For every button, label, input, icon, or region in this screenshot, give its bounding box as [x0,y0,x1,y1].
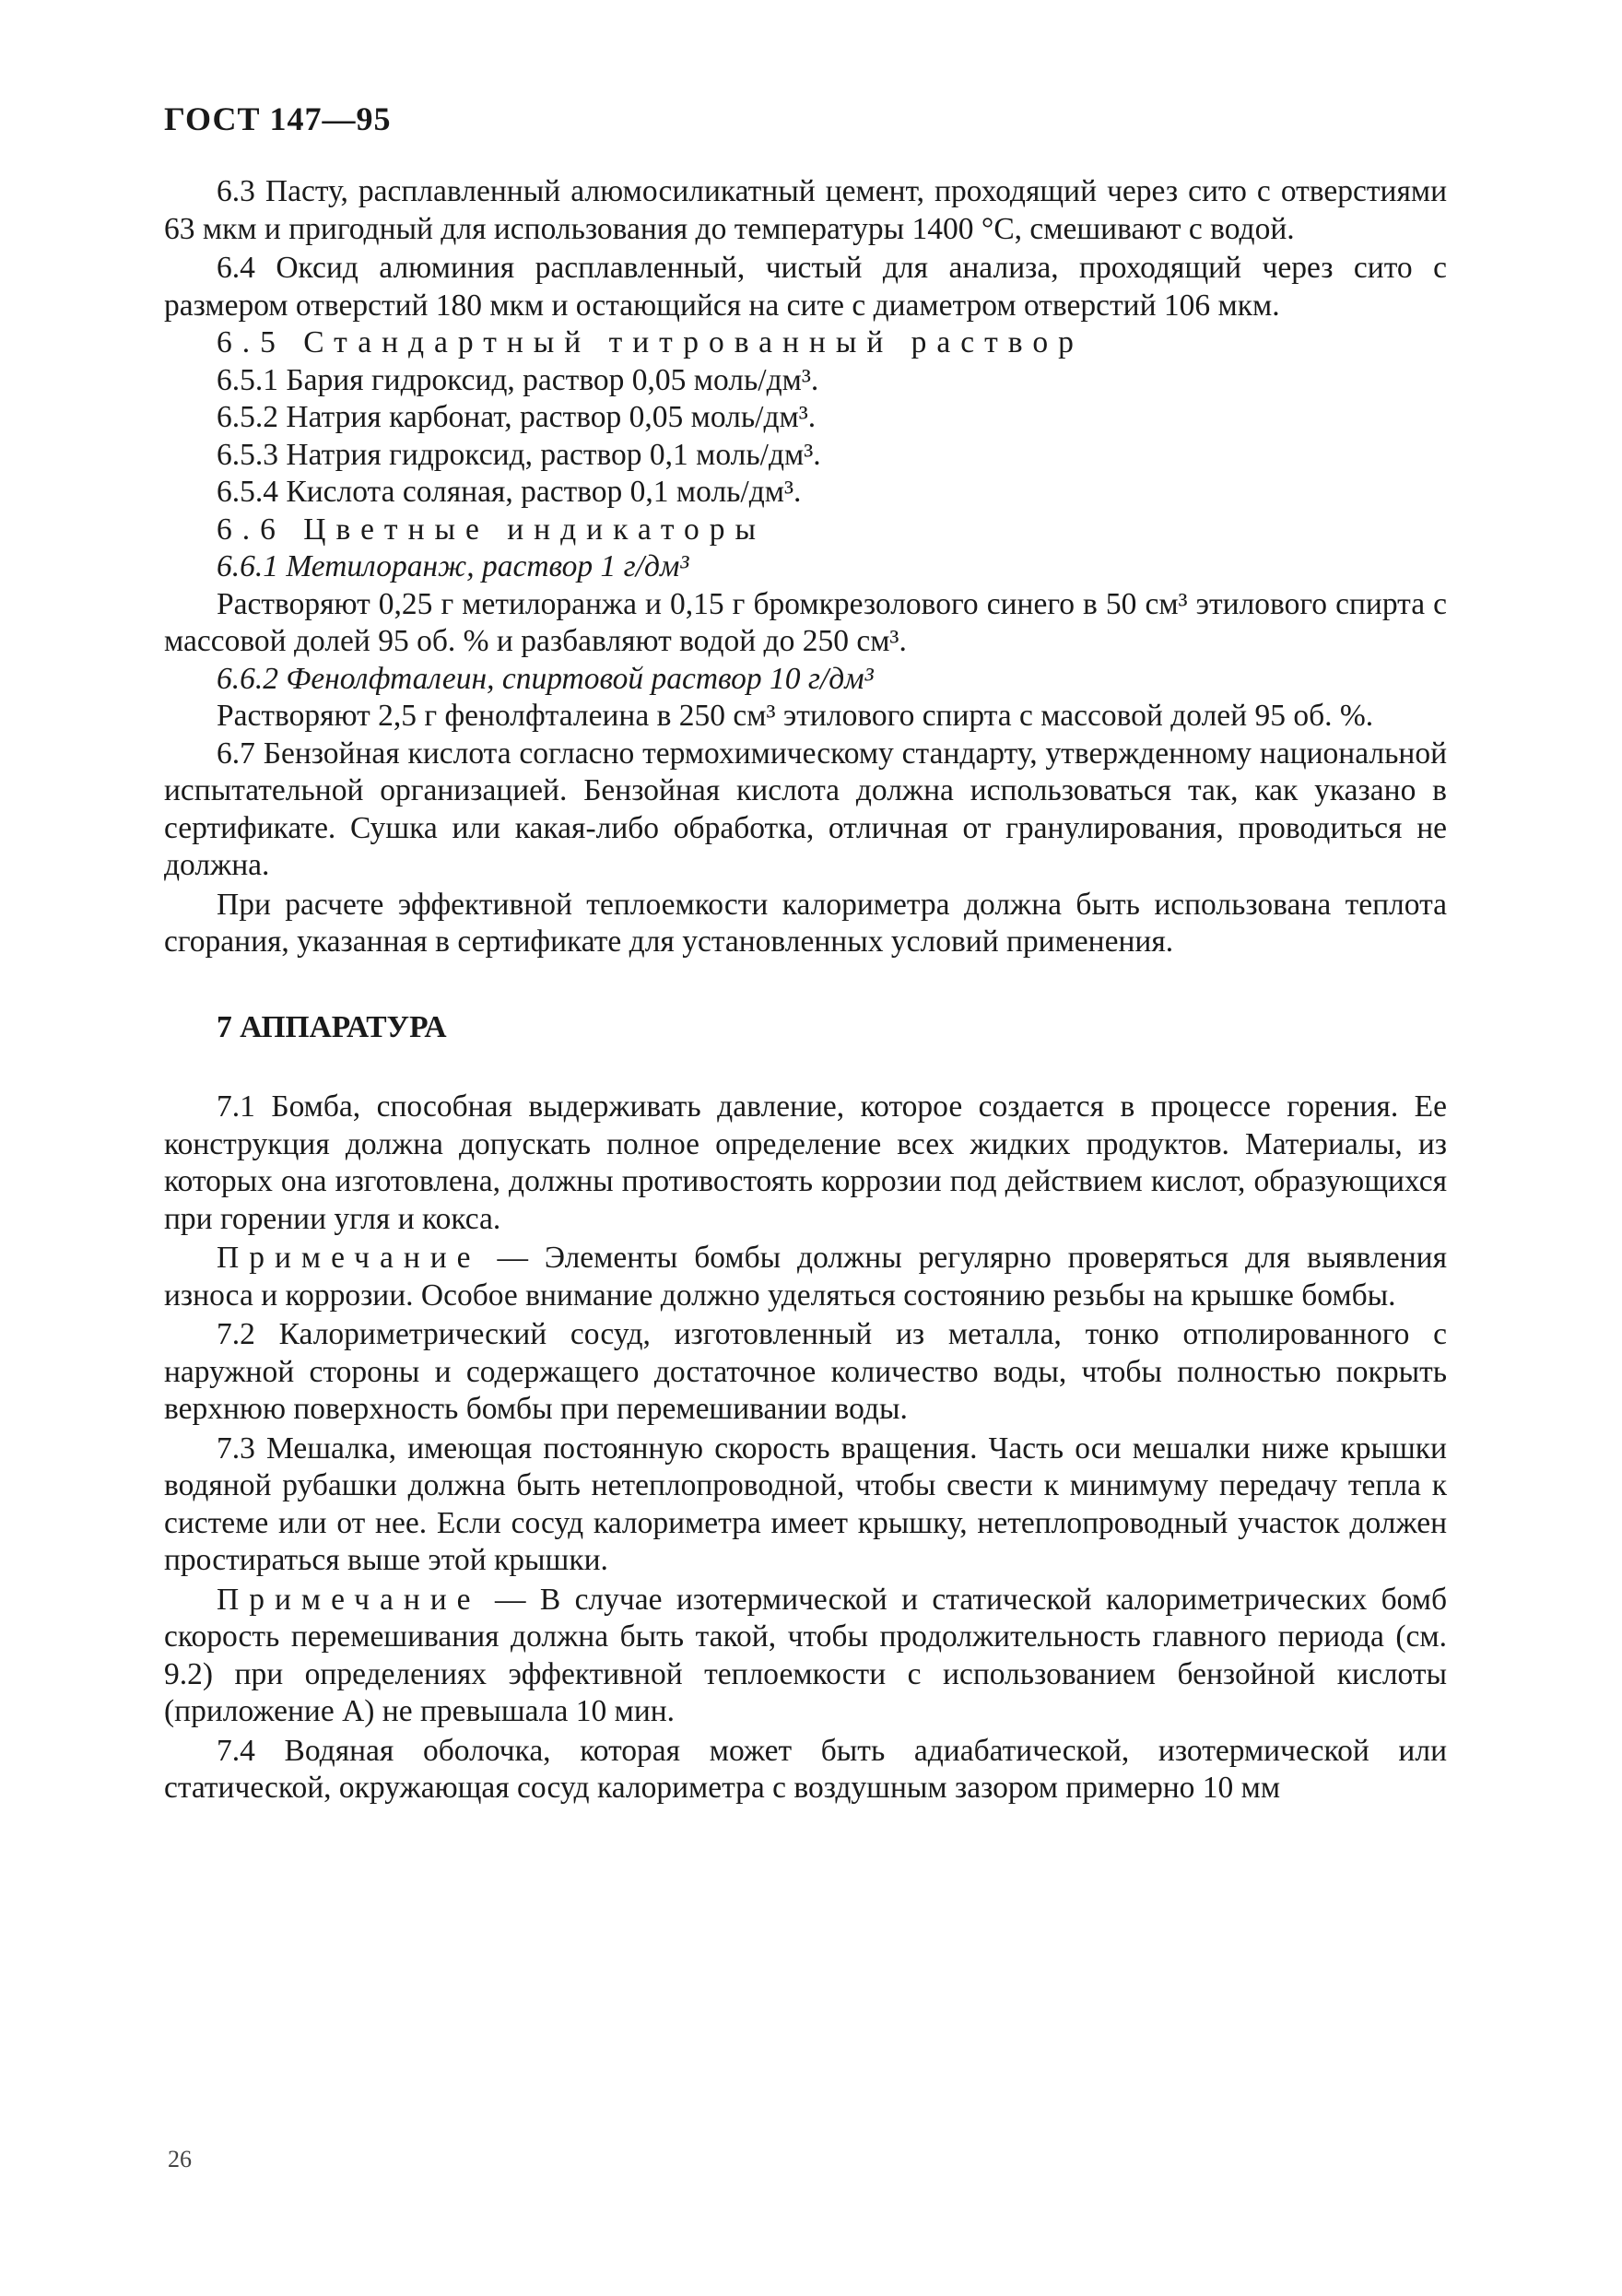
paragraph-7-1: 7.1 Бомба, способная выдерживать давление, которое создается в процессе горения. Ее конструкция должна допускать полное определение всех жидких продуктов. Материалы, из которых она изготовлена, должны противостоять коррозии под действием кислот, образующихся при горении угля и кокса. [164,1089,1447,1236]
paragraph-6-5-4: 6.5.4 Кислота соляная, раствор 0,1 моль/дм³. [217,475,802,509]
note-1 [164,1240,1447,1314]
heading-6-6: 6.6 Цветные индикаторы [217,512,767,547]
paragraph-7-3: 7.3 Мешалка, имеющая постоянную скорость вращения. Часть оси мешалки ниже крышки водяной рубашки должна быть нетеплопроводной, чтобы свести к минимуму передачу тепла к системе или от нее. Если сосуд калориметра имеет крышку, нетеплопроводный участок должен простираться выше этой крышки. [164,1431,1447,1577]
paragraph-6-6-2-text: Растворяют 2,5 г фенолфталеина в 250 см³ этилового спирта с массовой долей 95 об. %. [217,699,1374,733]
note-2 [164,1582,1447,1731]
note-1-text: — Элементы бомбы должны регулярно проверяться для выявления износа и коррозии. Особое внимание должно уделяться состоянию резьбы на крышке бомбы. [164,1241,1447,1313]
heading-6-5: 6.5 Стандартный титрованный раствор [217,325,1084,359]
note-1-label: Примечание [217,1241,481,1275]
page-body [164,173,1447,1807]
paragraph-6-3: 6.3 Пасту, расплавленный алюмосиликатный цемент, проходящий через сито с отверстиями 63 мкм и пригодный для использования до температуры 1400 °С, смешивают с водой. [164,174,1447,246]
paragraph-7-4: 7.4 Водяная оболочка, которая может быть адиабатической, изотермической или статической, окружающая сосуд калориметра с воздушным зазором примерно 10 мм [164,1733,1447,1805]
paragraph-6-7-b: При расчете эффективной теплоемкости калориметра должна быть использована теплота сгорания, указанная в сертификате для установленных условий применения. [164,887,1447,959]
paragraph-6-5-2: 6.5.2 Натрия карбонат, раствор 0,05 моль/дм³. [217,400,817,434]
heading-6-6-1: 6.6.1 Метилоранж, раствор 1 г/дм³ [217,549,689,583]
heading-6-6-2: 6.6.2 Фенолфталеин, спиртовой раствор 10 г/дм³ [217,661,874,696]
paragraph-6-6-1-text: Растворяют 0,25 г метилоранжа и 0,15 г бромкрезолового синего в 50 см³ этилового спирта с массовой долей 95 об. % и разбавляют водой до 250 см³. [164,586,1447,658]
note-2-text: — В случае изотермической и статической калориметрических бомб скорость перемешивания должна быть такой, чтобы продолжительность главного периода (см. 9.2) при определениях эффективной теплоемкости с использованием бензойной кислоты (приложение А) не превышала 10 мин. [164,1582,1447,1728]
paragraph-6-4: 6.4 Оксид алюминия расплавленный, чистый для анализа, проходящий через сито с размером отверстий 180 мкм и остающийся на сите с диаметром отверстий 106 мкм. [164,251,1447,323]
page-number: 26 [168,2146,192,2172]
paragraph-6-5-1: 6.5.1 Бария гидроксид, раствор 0,05 моль/дм³. [217,362,819,397]
paragraph-6-5-3: 6.5.3 Натрия гидроксид, раствор 0,1 моль/дм³. [217,437,821,472]
paragraph-7-2: 7.2 Калориметрический сосуд, изготовленный из металла, тонко отполированного с наружной стороны и содержащего достаточное количество воды, чтобы полностью покрыть верхнюю поверхность бомбы при перемешивании воды. [164,1317,1447,1426]
note-2-label: Примечание [217,1582,481,1617]
document-header: ГОСТ 147—95 [164,100,392,137]
section-7-heading: 7 АППАРАТУРА [217,1009,447,1044]
paragraph-6-7: 6.7 Бензойная кислота согласно термохимическому стандарту, утвержденному национальной испытательной организацией. Бензойная кислота должна использоваться так, как указано в сертификате. Сушка или какая-либо обработка, отличная от гранулирования, проводиться не должна. [164,736,1447,882]
